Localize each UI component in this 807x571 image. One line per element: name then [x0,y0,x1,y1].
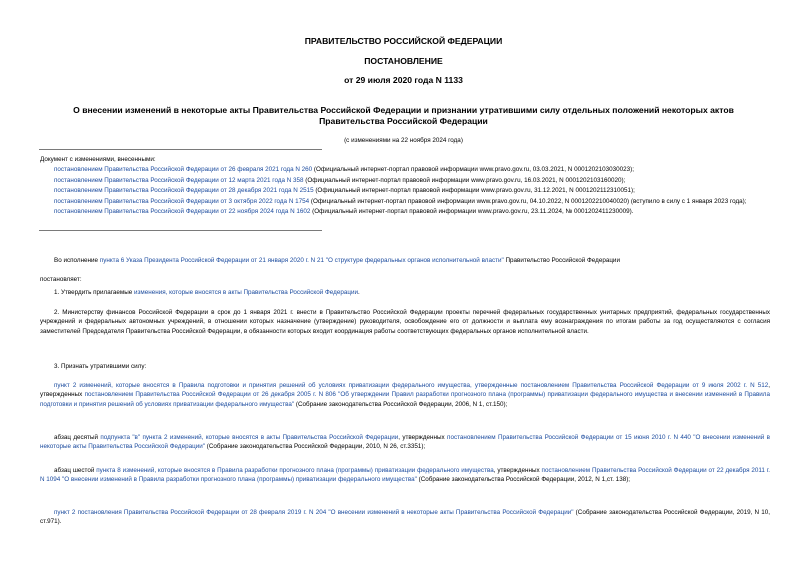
amendment-item: постановлением Правительства Российской Федерации от 28 декабря 2021 года N 2515 (Официальный интернет-портал правовой информации www.pravo.gov.ru, 31.12.2021, N 0001202112310051); [54,187,635,195]
item-link[interactable]: пункта 8 изменений, которые вносятся в Правила разработки прогнозного плана (программы) приватизации федерального имущества [96,467,494,474]
paragraph-1: 1. Утвердить прилагаемые изменения, которые вносятся в акты Правительства Российской Федерации. [54,289,360,296]
amendment-link[interactable]: постановлением Правительства Российской Федерации от 3 октября 2022 года N 1754 [54,197,310,205]
preamble-text: Во исполнение пункта 6 Указа Президента Российской Федерации от 21 января 2020 г. N 21 "О структуре федеральных органов исполнительной власти" Правительство Российской Федерации [54,257,620,264]
paragraph-3d: пункт 2 постановления Правительства Российской Федерации от 28 февраля 2019 г. N 204 "О внесении изменений в некоторые акты Правительства Российской Федерации" (Собрание законодательства Российской Федерации, 2019, N 10, ст.971). [40,509,771,526]
resolution-link[interactable]: пункт 2 постановления Правительства Российской Федерации от 28 февраля 2019 г. N 204 "О внесении изменений в некоторые акты Правительства Российской Федерации" [54,509,574,516]
document-title: О внесении изменений в некоторые акты Правительства Российской Федерации и признании утратившими силу отдельных положений некоторых актов Правительства Российской Федерации [73,105,734,126]
revision-note: (с изменениями на 22 ноября 2024 года) [344,137,463,144]
rules-link[interactable]: пункт 2 изменений, которые вносятся в Правила подготовки и принятия решений об условиях приватизации федерального имущества, утвержденные постановлением Правительства Российской Федерации от 9 июля 2002 г. N 512 [54,382,769,389]
amendments-intro: Документ с изменениями, внесенными: [40,156,156,163]
resolution-link[interactable]: постановлением Правительства Российской Федерации от 15 июня 2010 г. N 440 "О внесении изменений в некоторые акты Правительства Российской Федерации" [40,434,770,451]
doc-type-heading: ПОСТАНОВЛЕНИЕ [364,56,443,66]
subparagraph-link[interactable]: подпункта "в" пункта 2 изменений, которые вносятся в акты Правительства Российской Федерации [100,434,399,441]
paragraph-3: 3. Признать утратившими силу: [54,363,147,370]
paragraph-3c: абзац шестой пункта 8 изменений, которые вносятся в Правила разработки прогнозного плана (программы) приватизации федерального имущества, утвержденных постановлением Правительства Российской Федерации от 22 декабря 2011 г. N 1094 "О внесении изменений в Правила разработки прогнозного плана (программы) приватизации федерального имущества" (Собрание законодательства Российской Федерации, 2012, N 1,ст. 138); [40,467,771,484]
decrees-line: постановляет: [40,276,82,283]
resolution-link[interactable]: постановлением Правительства Российской Федерации от 26 декабря 2005 г. N 806 "Об утверждении Правил разработки прогнозного плана (программы) приватизации федерального имущества и внесении изменений в Правила подготовки и принятия решений об условиях приватизации федерального имущества" [40,391,770,408]
changes-link[interactable]: изменения, которые вносятся в акты Правительства Российской Федерации [134,289,358,296]
amendment-link[interactable]: постановлением Правительства Российской Федерации от 26 февраля 2021 года N 260 [54,166,313,174]
amendments-top-divider [39,149,322,150]
amendments-bottom-divider [39,230,322,231]
amendment-link[interactable]: постановлением Правительства Российской Федерации от 28 декабря 2021 года N 2515 [54,187,314,195]
amendment-item: постановлением Правительства Российской Федерации от 26 февраля 2021 года N 260 (Официальный интернет-портал правовой информации www.pravo.gov.ru, 03.03.2021, N 0001202103030023); [54,166,634,174]
decree-link[interactable]: пункта 6 Указа Президента Российской Федерации от 21 января 2020 г. N 21 "О структуре федеральных органов исполнительной власти" [99,257,504,264]
government-heading: ПРАВИТЕЛЬСТВО РОССИЙСКОЙ ФЕДЕРАЦИИ [304,36,503,46]
amendments-list [40,155,770,217]
amendment-link[interactable]: постановлением Правительства Российской Федерации от 12 марта 2021 года N 358 [54,176,304,184]
paragraph-3b: абзац десятый подпункта "в" пункта 2 изменений, которые вносятся в акты Правительства Российской Федерации, утвержденных постановлением Правительства Российской Федерации от 15 июня 2010 г. N 440 "О внесении изменений в некоторые акты Правительства Российской Федерации" (Собрание законодательства Российской Федерации, 2010, N 26, ст.3351); [40,434,770,451]
amendment-item: постановлением Правительства Российской Федерации от 22 ноября 2024 года N 1602 (Официальный интернет-портал правовой информации www.pravo.gov.ru, 23.11.2024, № 0001202411230009). [54,208,634,216]
preamble [40,256,770,265]
amendment-item: постановлением Правительства Российской Федерации от 12 марта 2021 года N 358 (Официальный интернет-портал правовой информации www.pravo.gov.ru, 16.03.2021, N 0001202103160020); [54,176,626,184]
paragraph-3a: пункт 2 изменений, которые вносятся в Правила подготовки и принятия решений об условиях приватизации федерального имущества, утвержденные постановлением Правительства Российской Федерации от 9 июля 2002 г. N 512, утвержденных постановлением Правительства Российской Федерации от 26 декабря 2005 г. N 806 "Об утверждении Правил разработки прогнозного плана (программы) приватизации федерального имущества и внесении изменений в Правила подготовки и принятия решений об условиях приватизации федерального имущества" (Собрание законодательства Российской Федерации, 2006, N 1, ст.150); [40,382,770,408]
date-number-heading: от 29 июля 2020 года N 1133 [344,75,463,85]
paragraph-2: 2. Министерству финансов Российской Федерации в срок до 1 января 2021 г. внести в Правительство Российской Федерации проекты перечней федеральных государственных унитарных предприятий, федеральных государственных учреждений и федеральных автономных учреждений, в отношении которых назначение (утверждение) руководителя, освобождение его от должности и выплата ему вознаграждения по итогам работы за год осуществляются с согласия заместителей Председателя Правительства Российской Федерации, в обязанности которых входит координация работы соответствующих федеральных органов исполнительной власти. [40,309,770,335]
resolution-link[interactable]: постановлением Правительства Российской Федерации от 22 декабря 2011 г. N 1094 "О внесении изменений в Правила разработки прогнозного плана (программы) приватизации федерального имущества" [40,467,771,484]
amendment-item: постановлением Правительства Российской Федерации от 3 октября 2022 года N 1754 (Официальный интернет-портал правовой информации www.pravo.gov.ru, 04.10.2022, N 0001202210040020) (вступило в силу с 1 января 2023 года); [54,197,747,205]
amendment-link[interactable]: постановлением Правительства Российской Федерации от 22 ноября 2024 года N 1602 [54,208,311,216]
